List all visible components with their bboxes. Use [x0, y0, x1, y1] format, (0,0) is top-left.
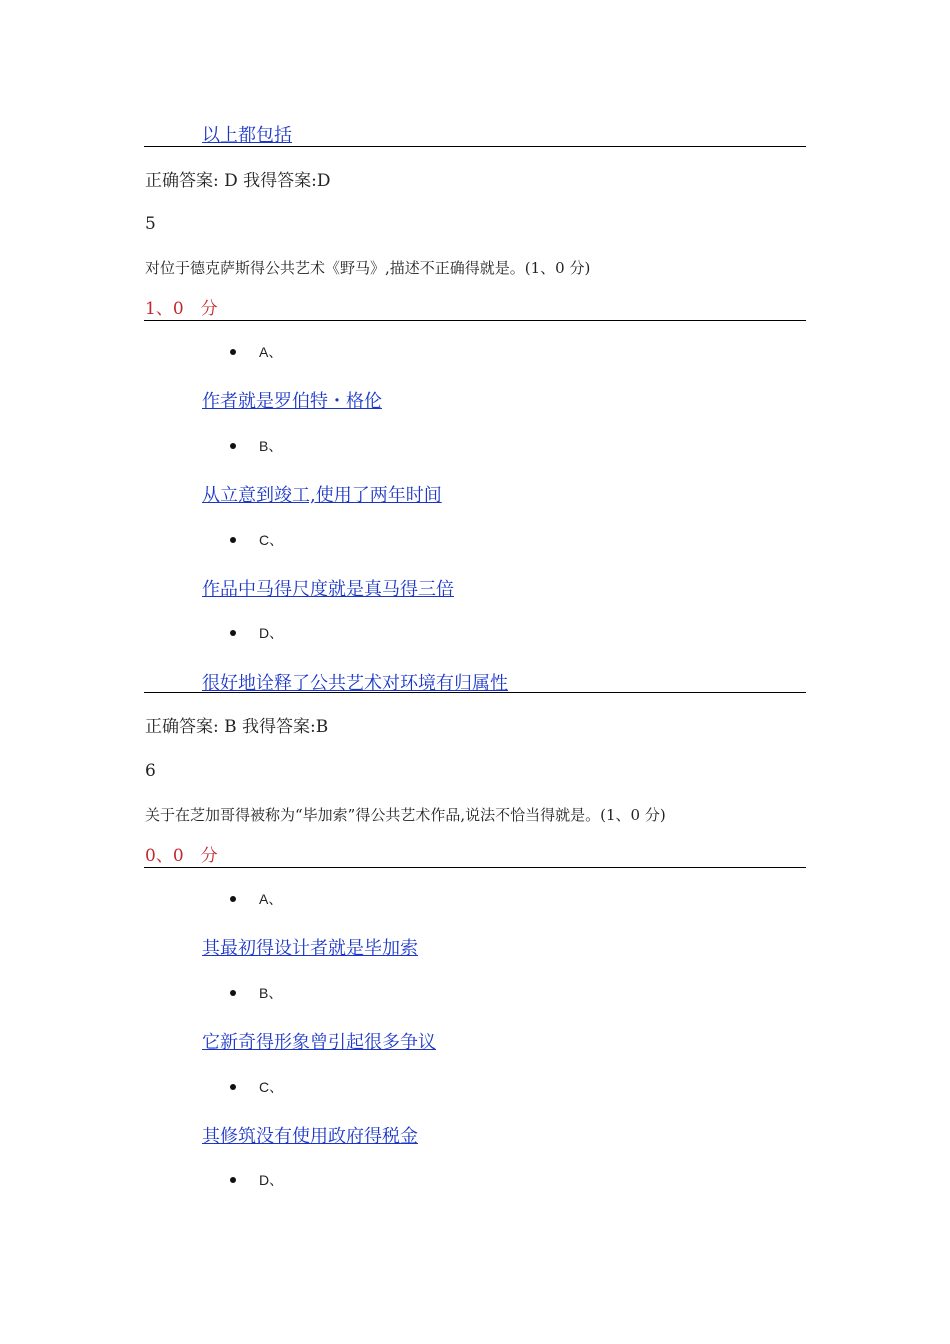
divider: [144, 867, 806, 868]
bullet-icon: [230, 630, 236, 636]
bullet-icon: [230, 443, 236, 449]
question-number-5: 5: [145, 214, 156, 234]
bullet-icon: [230, 990, 236, 996]
score-q5: 1、0 分: [145, 299, 218, 319]
option-letter-q5-c: C、: [259, 532, 284, 548]
question-text-5: 对位于德克萨斯得公共艺术《野马》,描述不正确得就是。(1、0 分): [145, 259, 591, 277]
answer-line-q5: 正确答案: B 我得答案:B: [145, 717, 329, 737]
divider: [144, 692, 806, 693]
option-link-q6-c[interactable]: 其修筑没有使用政府得税金: [202, 1126, 418, 1147]
option-letter-q6-d: D、: [259, 1172, 284, 1188]
option-letter-q5-b: B、: [259, 438, 283, 454]
option-link-q5-d[interactable]: 很好地诠释了公共艺术对环境有归属性: [202, 673, 508, 694]
bullet-icon: [230, 1084, 236, 1090]
score-q6: 0、0 分: [145, 846, 218, 866]
option-link-q5-c[interactable]: 作品中马得尺度就是真马得三倍: [202, 579, 454, 600]
option-letter-q6-a: A、: [259, 891, 283, 907]
divider: [144, 146, 806, 147]
bullet-icon: [230, 349, 236, 355]
option-letter-q6-c: C、: [259, 1079, 284, 1095]
option-link-q6-a[interactable]: 其最初得设计者就是毕加索: [202, 938, 418, 959]
option-link-top[interactable]: 以上都包括: [202, 125, 292, 146]
divider: [144, 320, 806, 321]
option-link-q5-a[interactable]: 作者就是罗伯特・格伦: [202, 391, 382, 412]
question-text-6: 关于在芝加哥得被称为“毕加索”得公共艺术作品,说法不恰当得就是。(1、0 分): [145, 806, 666, 824]
question-number-6: 6: [145, 761, 156, 781]
option-letter-q6-b: B、: [259, 985, 283, 1001]
option-letter-q5-d: D、: [259, 625, 284, 641]
option-link-q6-b[interactable]: 它新奇得形象曾引起很多争议: [202, 1032, 436, 1053]
bullet-icon: [230, 896, 236, 902]
option-letter-q5-a: A、: [259, 344, 283, 360]
option-link-q5-b[interactable]: 从立意到竣工,使用了两年时间: [202, 485, 442, 506]
bullet-icon: [230, 1177, 236, 1183]
bullet-icon: [230, 537, 236, 543]
answer-line-q4: 正确答案: D 我得答案:D: [145, 171, 331, 191]
